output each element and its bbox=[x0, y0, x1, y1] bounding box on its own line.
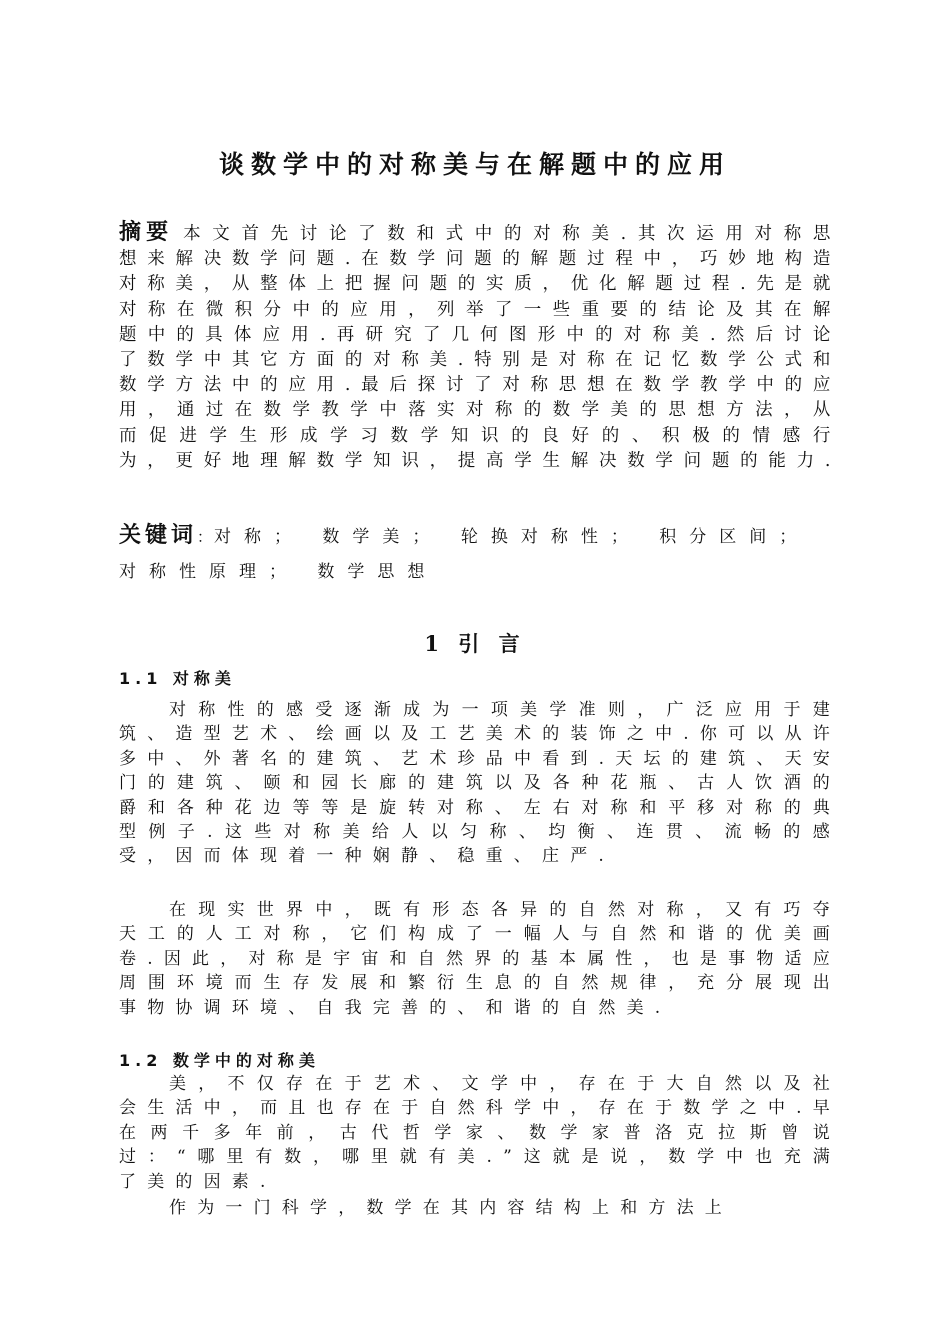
abstract-label: 摘要 bbox=[119, 220, 174, 245]
abstract-text: 本文首先讨论了数和式中的对称美.其次运用对称思想来解决数学问题.在数学问题的解题过程中，巧妙地构造对称美，从整体上把握问题的实质，优化解题过程.先是就对称在微积分中的应用，列举了一些重要的结论及其在解题中的具体应用.再研究了几何图形中的对称美.然后讨论了数学中其它方面的对称美.特别是对称在记忆数学公式和数学方法中的应用.最后探讨了对称思想在数学教学中的应用，通过在数学教学中落实对称的数学美的思想方法，从而促进学生形成学习数学知识的良好的、积极的情感行为，更好地理解数学知识，提高学生解决数学问题的能力. bbox=[119, 224, 841, 471]
paragraph-symmetry-2: 在现实世界中，既有形态各异的自然对称，又有巧夺天工的人工对称，它们构成了一幅人与自然和谐的优美画卷.因此，对称是宇宙和自然界的基本属性，也是事物适应周围环境而生存发展和繁衍生息的自然规律，充分展现出事物协调环境、自我完善的、和谐的自然美. bbox=[119, 900, 841, 1018]
keywords-text: 对称； 数学美； 轮换对称性； 积分区间； 对称性原理； 数学思想 bbox=[119, 527, 810, 582]
paper-title: 谈数学中的对称美与在解题中的应用 bbox=[218, 149, 731, 179]
section-heading-introduction: 1 引 言 bbox=[424, 631, 526, 656]
subsection-heading-math-symmetry: 1.2 数学中的对称美 bbox=[119, 1051, 320, 1070]
keywords-label: 关键词 bbox=[119, 523, 198, 548]
abstract-section bbox=[119, 220, 841, 474]
keywords-separator: ： bbox=[197, 528, 213, 546]
paragraph-math-symmetry-1: 美，不仅存在于艺术、文学中，存在于大自然以及社会生活中，而且也存在于自然科学中，存在于数学之中.早在两千多年前，古代哲学家、数学家普洛克拉斯曾说过：“哪里有数，哪里就有美.”这就是说，数学中也充满了美的因素. bbox=[119, 1074, 841, 1192]
keywords-section bbox=[119, 518, 841, 590]
paragraph-symmetry-1: 对称性的感受逐渐成为一项美学准则，广泛应用于建筑、造型艺术、绘画以及工艺美术的装饰之中.你可以从许多中、外著名的建筑、艺术珍品中看到.天坛的建筑、天安门的建筑、颐和园长廊的建筑以及各种花瓶、古人饮酒的爵和各种花边等等是旋转对称、左右对称和平移对称的典型例子.这些对称美给人以匀称、均衡、连贯、流畅的感受，因而体现着一种娴静、稳重、庄严. bbox=[119, 700, 841, 867]
paragraph-math-symmetry-2: 作为一门科学，数学在其内容结构上和方法上 bbox=[169, 1198, 733, 1218]
subsection-heading-symmetry-beauty: 1.1 对称美 bbox=[119, 669, 236, 688]
